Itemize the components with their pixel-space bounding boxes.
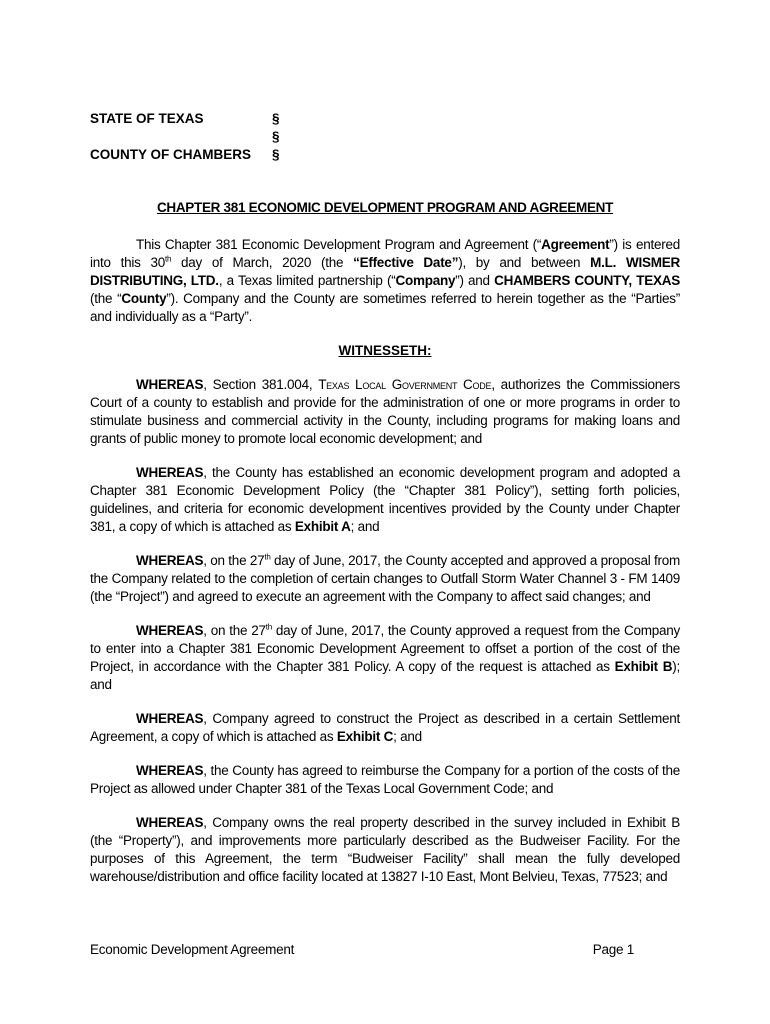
section-mark: § [272, 129, 280, 144]
whereas-paragraph: WHEREAS, the County has agreed to reimburse the Company for a portion of the costs of the Project as allowed under Chapter 381 of the Texas Local Government Code; and [90, 763, 680, 796]
document-body [90, 236, 680, 902]
page-number: Page 1 [592, 942, 634, 957]
county-label: COUNTY OF CHAMBERS [90, 147, 252, 162]
whereas-paragraph: WHEREAS, Section 381.004, Texas Local Government Code, authorizes the Commissioners Court of a county to establish and provide for the administration of one or more programs in order to stimulate business and commercial activity in the County, including programs for making loans and grants of public money to promote local economic development; and [90, 377, 680, 446]
page-footer [90, 942, 634, 957]
document-title: CHAPTER 381 ECONOMIC DEVELOPMENT PROGRAM AND AGREEMENT [156, 200, 614, 215]
intro-paragraph: This Chapter 381 Economic Development Program and Agreement (“Agreement”) is entered into this 30th day of March, 2020 (the “Effective Date”), by and between M.L. WISMER DISTRIBUTING, LTD., a Texas limited partnership (“Company”) and CHAMBERS COUNTY, TEXAS (the “County”). Company and the County are sometimes referred to herein together as the “Parties” and individually as a “Party”. [90, 237, 681, 324]
section-mark: § [272, 111, 280, 126]
whereas-paragraph: WHEREAS, on the 27th day of June, 2017, the County approved a request from the Company to enter into a Chapter 381 Economic Development Agreement to offset a portion of the cost of the Project, in accordance with the Chapter 381 Policy. A copy of the request is attached as Exhibit B); and [90, 622, 680, 692]
state-label: STATE OF TEXAS [90, 111, 204, 126]
footer-title: Economic Development Agreement [90, 942, 295, 957]
whereas-paragraph: WHEREAS, Company owns the real property described in the survey included in Exhibit B (the “Property”), and improvements more particularly described as the Budweiser Facility. For the purposes of this Agreement, the term “Budweiser Facility” shall mean the fully developed warehouse/distribution and office facility located at 13827 I-10 East, Mont Belvieu, Texas, 77523; and [90, 815, 680, 884]
whereas-paragraph: WHEREAS, Company agreed to construct the Project as described in a certain Settlement Agreement, a copy of which is attached as Exhibit C; and [90, 711, 680, 744]
section-mark: § [272, 147, 280, 162]
whereas-paragraph: WHEREAS, on the 27th day of June, 2017, the County accepted and approved a proposal from the Company related to the completion of certain changes to Outfall Storm Water Channel 3 - FM 1409 (the “Project”) and agreed to execute an agreement with the Company to affect said changes; and [90, 552, 680, 604]
whereas-paragraph: WHEREAS, the County has established an economic development program and adopted a Chapter 381 Economic Development Policy (the “Chapter 381 Policy”), setting forth policies, guidelines, and criteria for economic development incentives provided by the County under Chapter 381, a copy of which is attached as Exhibit A; and [90, 465, 680, 534]
witnesseth-heading: WITNESSETH: [338, 343, 432, 358]
caption-block [90, 110, 292, 164]
